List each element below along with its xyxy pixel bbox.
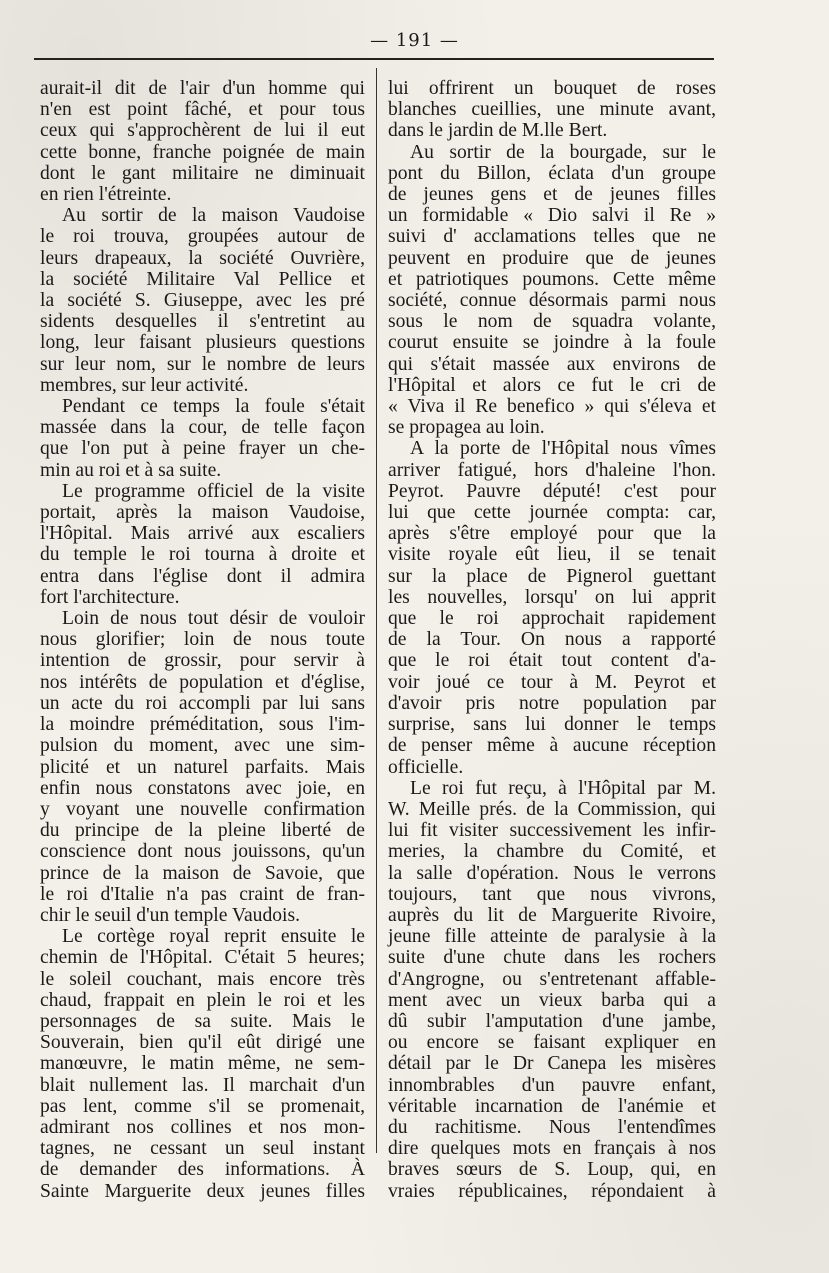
text-line: que le roi approchait rapidement [388, 608, 716, 630]
text-line: enfin nous constatons avec joie, en [40, 777, 365, 799]
text-line: innombrables d'un pauvre enfant, [388, 1074, 716, 1096]
text-line: A la porte de l'Hôpital nous vîmes [410, 438, 716, 460]
paragraph [40, 926, 365, 1202]
text-line: portait, après la maison Vaudoise, [40, 502, 365, 524]
text-line: massée dans la cour, de telle façon [40, 417, 365, 439]
text-line: voir joué ce tour à M. Peyrot et [388, 671, 716, 693]
text-line: Souverain, bien qu'il eût dirigé une [40, 1032, 365, 1054]
text-line: de jeunes gens et de jeunes filles [388, 184, 716, 206]
text-line: détail par le Dr Canepa les misères [388, 1053, 716, 1075]
text-line: Loin de nous tout désir de vouloir [62, 608, 365, 630]
paragraph [388, 142, 716, 439]
text-line: cette bonne, franche poignée de main [40, 141, 365, 163]
text-line: chemin de l'Hôpital. C'était 5 heures; [40, 947, 365, 969]
text-line: y voyant une nouvelle confirmation [40, 798, 365, 820]
text-line: dans le jardin de M.lle Bert. [388, 120, 608, 142]
text-line: du rachitisme. Nous l'entendîmes [388, 1116, 716, 1138]
text-line: l'Hôpital. Mais arrivé aux escaliers [40, 523, 365, 545]
text-line: sur la place de Pignerol guettant [388, 565, 716, 587]
text-line: braves sœurs de S. Loup, qui, en [388, 1159, 716, 1181]
text-line: toujours, tant que nous vivrons, [388, 883, 716, 905]
text-line: chaud, frappait en plein le roi et les [40, 989, 365, 1011]
text-line: conscience dont nous jouissons, qu'un [40, 841, 365, 863]
text-line: officielle. [388, 756, 464, 778]
text-line: dû subir l'amputation d'une jambe, [388, 1010, 716, 1032]
text-line: un formidable « Dio salvi il Re » [388, 205, 716, 227]
text-line: Au sortir de la bourgade, sur le [410, 141, 716, 163]
text-line: admirant nos collines et nos mon- [40, 1116, 365, 1138]
column-divider [376, 68, 377, 1153]
text-line: arriver fatigué, hors d'haleine l'hon. [388, 459, 716, 481]
text-line: lui que cette journée compta: car, [388, 502, 716, 524]
text-line: ou encore se faisant expliquer en [388, 1032, 716, 1054]
text-line: suite d'une chute dans les rochers [388, 947, 716, 969]
text-line: d'Angrogne, ou s'entretenant affable- [388, 968, 716, 990]
text-line: le roi trouva, groupées autour de [40, 226, 365, 248]
text-line: aurait-il dit de l'air d'un homme qui [40, 78, 365, 99]
text-line: de la Tour. On nous a rapporté [388, 629, 716, 651]
text-line: de penser même à aucune réception [388, 735, 716, 757]
paragraph [40, 78, 365, 205]
text-line: entra dans l'église dont il admira [40, 565, 365, 587]
text-line: véritable incarnation de l'anémie et [388, 1095, 716, 1117]
text-line: la salle d'opération. Nous le verrons [388, 862, 716, 884]
text-line: dire quelques mots en français à nos [388, 1138, 716, 1160]
header-rule [34, 58, 714, 60]
text-line: membres, sur leur activité. [40, 374, 249, 396]
page-number: — 191 — [370, 30, 459, 51]
text-line: courut ensuite se joindre à la foule [388, 332, 716, 354]
text-line: sidents desquelles il s'entretint au [40, 311, 365, 333]
text-line: qui s'était massée aux environs de [388, 353, 716, 375]
text-line: visite royale eût lieu, il se tenait [388, 544, 716, 566]
text-line: suivi d' acclamations telles que ne [388, 226, 716, 248]
text-line: lui fit visiter successivement les infir- [388, 820, 716, 842]
text-line: Le roi fut reçu, à l'Hôpital par M. [410, 777, 716, 799]
text-line: lui offrirent un bouquet de roses [388, 78, 716, 99]
text-line: Sainte Marguerite deux jeunes filles [40, 1180, 365, 1202]
right-column [388, 78, 716, 1202]
paragraph [40, 205, 365, 396]
text-line: pont du Billon, éclata d'un groupe [388, 162, 716, 184]
text-line: et patriotiques poumons. Cette même [388, 268, 716, 290]
text-line: auprès du lit de Marguerite Rivoire, [388, 904, 716, 926]
paragraph [40, 608, 365, 926]
text-line: le roi d'Italie n'a pas craint de fran- [40, 883, 365, 905]
text-line: chir le seuil d'un temple Vaudois. [40, 904, 301, 926]
text-line: le soleil couchant, mais encore très [40, 968, 365, 990]
text-line: personnages de sa suite. Mais le [40, 1010, 365, 1032]
text-line: n'en est point fâché, et pour tous [40, 99, 365, 121]
paragraph [40, 396, 365, 481]
text-line: tagnes, ne cessant un seul instant [40, 1138, 365, 1160]
text-line: du temple le roi tourna à droite et [40, 544, 365, 566]
text-line: ment avec un vieux barba qui a [388, 989, 716, 1011]
text-line: les nouvelles, lorsqu' on lui apprit [388, 586, 716, 608]
text-line: blanches cueillies, une minute avant, [388, 99, 716, 121]
text-line: la moindre préméditation, sous l'im- [40, 714, 365, 736]
text-line: plicité et un naturel parfaits. Mais [40, 756, 365, 778]
paragraph [388, 778, 716, 1202]
paragraph [388, 78, 716, 142]
text-line: la société S. Giuseppe, avec les pré [40, 290, 365, 312]
text-line: intention de grossir, pour servir à [40, 650, 365, 672]
text-line: de demander des informations. À [40, 1159, 365, 1181]
text-line: pas lent, comme s'il se promenait, [40, 1095, 365, 1117]
text-line: leurs drapeaux, la société Ouvrière, [40, 247, 365, 269]
text-line: pulsion du moment, avec une sim- [40, 735, 365, 757]
text-line: se propagea au loin. [388, 417, 545, 439]
text-line: que le roi était tout content d'a- [388, 650, 716, 672]
text-line: société, connue désormais parmi nous [388, 290, 716, 312]
text-line: nos intérêts de population et d'église, [40, 671, 365, 693]
text-line: Le cortège royal reprit ensuite le [62, 926, 365, 948]
text-line: sous le nom de squadra volante, [388, 311, 716, 333]
text-line: la société Militaire Val Pellice et [40, 268, 365, 290]
text-line: du principe de la pleine liberté de [40, 820, 365, 842]
text-line: ceux qui s'approchèrent de lui il eut [40, 120, 365, 142]
text-line: nous glorifier; loin de nous toute [40, 629, 365, 651]
text-line: peuvent en produire que de jeunes [388, 247, 716, 269]
text-line: long, leur faisant plusieurs questions [40, 332, 365, 354]
left-column [40, 78, 365, 1202]
text-line: « Viva il Re benefico » qui s'éleva et [388, 396, 716, 418]
text-line: l'Hôpital et alors ce fut le cri de [388, 374, 716, 396]
paragraph [40, 481, 365, 608]
text-line: fort l'architecture. [40, 586, 180, 608]
text-line: blait nullement las. Il marchait d'un [40, 1074, 365, 1096]
text-line: dont le gant militaire ne diminuait [40, 162, 365, 184]
text-line: un acte du roi accompli par lui sans [40, 692, 365, 714]
text-line: après s'être employé pour que la [388, 523, 716, 545]
text-line: Pendant ce temps la foule s'était [62, 396, 365, 418]
text-line: surprise, sans lui donner le temps [388, 714, 716, 736]
text-line: sur leur nom, sur le nombre de leurs [40, 353, 365, 375]
text-line: jeune fille atteinte de paralysie à la [388, 926, 716, 948]
text-line: manœuvre, le matin même, ne sem- [40, 1053, 365, 1075]
text-line: Le programme officiel de la visite [62, 480, 365, 502]
text-line: Peyrot. Pauvre député! c'est pour [388, 480, 716, 502]
text-line: W. Meille prés. de la Commission, qui [388, 798, 716, 820]
text-line: vraies républicaines, répondaient à [388, 1180, 716, 1202]
text-line: que l'on put à peine frayer un che- [40, 438, 365, 460]
text-line: prince de la maison de Savoie, que [40, 862, 365, 884]
paragraph [388, 438, 716, 777]
text-line: en rien l'étreinte. [40, 184, 172, 206]
text-line: meries, la chambre du Comité, et [388, 841, 716, 863]
text-line: Au sortir de la maison Vaudoise [62, 205, 365, 227]
text-line: d'avoir pris notre population par [388, 692, 716, 714]
text-line: min au roi et à sa suite. [40, 459, 222, 481]
